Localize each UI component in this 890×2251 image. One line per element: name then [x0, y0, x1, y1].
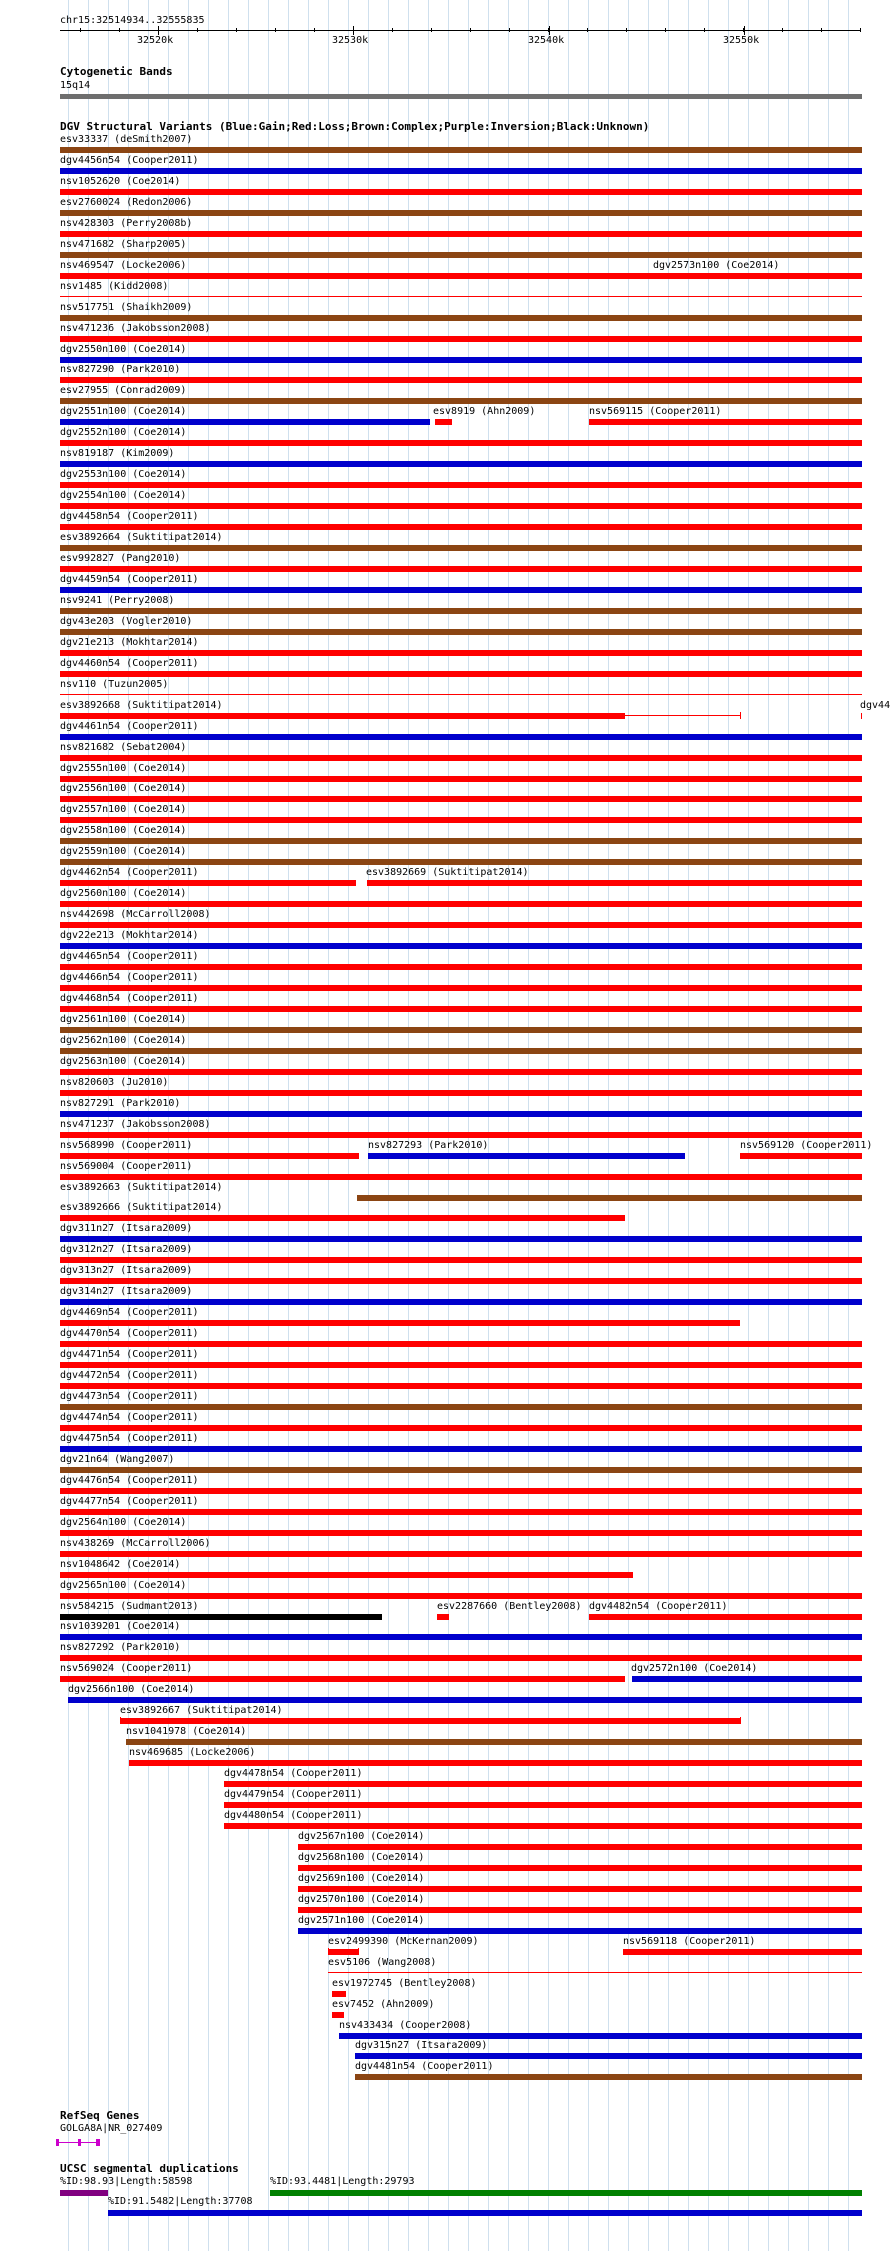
dgv-feature-bar[interactable]: [632, 1676, 862, 1682]
dgv-feature-bar[interactable]: [60, 1467, 862, 1473]
dgv-feature-bar[interactable]: [60, 1676, 625, 1682]
ruler-minor-tick: [860, 28, 861, 32]
dgv-feature-bar[interactable]: [60, 817, 862, 823]
dgv-feature-label[interactable]: dgv2572n100 (Coe2014): [631, 1663, 758, 1674]
dgv-feature-label[interactable]: dgv2565n100 (Coe2014): [60, 1580, 187, 1591]
dgv-feature-bar[interactable]: [60, 147, 862, 153]
dgv-feature-bar[interactable]: [60, 1614, 382, 1620]
dgv-feature-bar[interactable]: [60, 1048, 862, 1054]
ruler-minor-tick: [626, 28, 627, 32]
ruler-minor-tick: [158, 28, 159, 32]
dgv-feature-bar[interactable]: [60, 1215, 625, 1221]
dgv-feature-label[interactable]: esv992827 (Pang2010): [60, 553, 181, 564]
dgv-link-cap: [740, 712, 741, 719]
dgv-feature-label[interactable]: esv8919 (Ahn2009): [433, 406, 536, 417]
ruler-minor-tick: [314, 28, 315, 32]
dgv-feature-label[interactable]: dgv2563n100 (Coe2014): [60, 1056, 187, 1067]
dgv-feature-label[interactable]: esv2760024 (Redon2006): [60, 197, 193, 208]
segdup-label[interactable]: %ID:98.93|Length:58598: [60, 2176, 193, 2187]
dgv-feature-bar[interactable]: [355, 2053, 862, 2059]
dgv-feature-bar[interactable]: [60, 776, 862, 782]
ruler-minor-tick: [665, 28, 666, 32]
ruler-minor-tick: [704, 28, 705, 32]
dgv-feature-bar[interactable]: [60, 1509, 862, 1515]
ruler-minor-tick: [743, 28, 744, 32]
dgv-feature-label[interactable]: nsv471236 (Jakobsson2008): [60, 323, 211, 334]
dgv-feature-bar[interactable]: [298, 1844, 862, 1850]
ruler-tick-label: 32520k: [137, 35, 174, 46]
dgv-feature-bar[interactable]: [60, 1174, 862, 1180]
dgv-feature-bar[interactable]: [589, 1614, 862, 1620]
dgv-feature-label[interactable]: dgv2558n100 (Coe2014): [60, 825, 187, 836]
dgv-feature-bar[interactable]: [60, 713, 625, 719]
dgv-feature-label[interactable]: esv2499390 (McKernan2009): [328, 1936, 479, 1947]
dgv-feature-bar[interactable]: [60, 461, 862, 467]
dgv-feature-bar[interactable]: [60, 524, 862, 530]
dgv-feature-label[interactable]: dgv4456n54 (Cooper2011): [60, 155, 199, 166]
dgv-feature-label[interactable]: dgv4469n54 (Cooper2011): [60, 1307, 199, 1318]
dgv-feature-label[interactable]: dgv4479n54 (Cooper2011): [224, 1789, 363, 1800]
dgv-feature-label[interactable]: dgv311n27 (Itsara2009): [60, 1223, 193, 1234]
dgv-feature-bar[interactable]: [332, 1991, 346, 1997]
segdup-bar[interactable]: [108, 2210, 862, 2216]
dgv-feature-label[interactable]: dgv4480n54 (Cooper2011): [224, 1810, 363, 1821]
dgv-feature-label[interactable]: dgv2571n100 (Coe2014): [298, 1915, 425, 1926]
ruler-minor-tick: [275, 28, 276, 32]
dgv-feature-label[interactable]: dgv314n27 (Itsara2009): [60, 1286, 193, 1297]
dgv-track-title: DGV Structural Variants (Blue:Gain;Red:Loss;Brown:Complex;Purple:Inversion;Black:Unknown): [60, 120, 650, 133]
ruler-tick: [744, 26, 745, 35]
refseq-gene-label[interactable]: GOLGA8A|NR_027409: [60, 2123, 163, 2134]
dgv-feature-label[interactable]: dgv2568n100 (Coe2014): [298, 1852, 425, 1863]
dgv-feature-bar[interactable]: [68, 1697, 862, 1703]
dgv-feature-bar[interactable]: [60, 1027, 862, 1033]
dgv-feature-label[interactable]: nsv820603 (Ju2010): [60, 1077, 169, 1088]
refseq-exon[interactable]: [96, 2139, 100, 2146]
dgv-feature-bar[interactable]: [298, 1907, 862, 1913]
dgv-feature-label[interactable]: esv3892663 (Suktitipat2014): [60, 1182, 223, 1193]
ruler-minor-tick: [587, 28, 588, 32]
dgv-feature-label[interactable]: dgv4481n54 (Cooper2011): [355, 2061, 494, 2072]
dgv-feature-bar[interactable]: [60, 734, 862, 740]
dgv-feature-bar[interactable]: [60, 503, 862, 509]
dgv-feature-bar[interactable]: [60, 1446, 862, 1452]
dgv-feature-bar[interactable]: [298, 1928, 862, 1934]
dgv-feature-label[interactable]: esv27955 (Conrad2009): [60, 385, 187, 396]
refseq-exon[interactable]: [56, 2139, 59, 2146]
dgv-feature-bar[interactable]: [60, 1341, 862, 1347]
dgv-feature-label[interactable]: nsv433434 (Cooper2008): [339, 2020, 472, 2031]
dgv-feature-bar[interactable]: [60, 440, 862, 446]
dgv-feature-bar[interactable]: [861, 713, 862, 719]
dgv-feature-bar[interactable]: [60, 296, 862, 297]
cytoband-track-title: Cytogenetic Bands: [60, 65, 173, 78]
dgv-feature-bar[interactable]: [60, 587, 862, 593]
dgv-feature-label[interactable]: nsv568990 (Cooper2011): [60, 1140, 193, 1151]
dgv-feature-bar[interactable]: [60, 1655, 862, 1661]
dgv-feature-bar[interactable]: [298, 1886, 862, 1892]
dgv-feature-bar[interactable]: [60, 943, 862, 949]
dgv-feature-label[interactable]: dgv315n27 (Itsara2009): [355, 2040, 488, 2051]
dgv-feature-label[interactable]: nsv9241 (Perry2008): [60, 595, 175, 606]
dgv-feature-label[interactable]: esv3892668 (Suktitipat2014): [60, 700, 223, 711]
dgv-feature-bar[interactable]: [60, 482, 862, 488]
dgv-feature-bar[interactable]: [60, 231, 862, 237]
dgv-feature-bar[interactable]: [60, 901, 862, 907]
dgv-feature-bar[interactable]: [60, 1383, 862, 1389]
dgv-feature-bar[interactable]: [224, 1802, 862, 1808]
dgv-feature-bar[interactable]: [224, 1781, 862, 1787]
ruler-minor-tick: [509, 28, 510, 32]
dgv-feature-label[interactable]: nsv827293 (Park2010): [368, 1140, 489, 1151]
segdup-label[interactable]: %ID:93.4481|Length:29793: [270, 2176, 415, 2187]
dgv-feature-label[interactable]: dgv4474n54 (Cooper2011): [60, 1412, 199, 1423]
ruler-minor-tick: [80, 28, 81, 32]
dgv-feature-bar[interactable]: [60, 1257, 862, 1263]
dgv-feature-label[interactable]: dgv4462n54 (Cooper2011): [60, 867, 199, 878]
dgv-feature-bar[interactable]: [60, 168, 862, 174]
dgv-link-cap: [328, 1948, 329, 1955]
dgv-feature-bar[interactable]: [435, 419, 452, 425]
dgv-feature-label[interactable]: esv3892667 (Suktitipat2014): [120, 1705, 283, 1716]
dgv-feature-label[interactable]: nsv471237 (Jakobsson2008): [60, 1119, 211, 1130]
dgv-feature-bar[interactable]: [60, 1153, 359, 1159]
dgv-feature-label[interactable]: nsv569004 (Cooper2011): [60, 1161, 193, 1172]
dgv-feature-label[interactable]: esv3892669 (Suktitipat2014): [366, 867, 529, 878]
dgv-feature-bar[interactable]: [60, 1006, 862, 1012]
ruler-minor-tick: [782, 28, 783, 32]
ruler-minor-tick: [431, 28, 432, 32]
dgv-feature-bar[interactable]: [654, 273, 862, 279]
dgv-feature-bar[interactable]: [60, 1132, 862, 1138]
dgv-link-line: [328, 1951, 359, 1952]
dgv-feature-bar[interactable]: [355, 2074, 862, 2080]
ruler-minor-tick: [392, 28, 393, 32]
dgv-feature-bar[interactable]: [60, 1572, 633, 1578]
dgv-feature-label[interactable]: nsv827291 (Park2010): [60, 1098, 181, 1109]
dgv-feature-label[interactable]: dgv4461n54 (Cooper2011): [60, 721, 199, 732]
dgv-feature-bar[interactable]: [60, 755, 862, 761]
dgv-feature-bar[interactable]: [437, 1614, 449, 1620]
dgv-feature-label[interactable]: nsv1039201 (Coe2014): [60, 1621, 181, 1632]
dgv-feature-bar[interactable]: [368, 1153, 685, 1159]
dgv-feature-bar[interactable]: [328, 1949, 359, 1955]
dgv-feature-bar[interactable]: [60, 210, 862, 216]
dgv-feature-bar[interactable]: [60, 985, 862, 991]
dgv-feature-label[interactable]: dgv2557n100 (Coe2014): [60, 804, 187, 815]
dgv-feature-label[interactable]: dgv2564n100 (Coe2014): [60, 1517, 187, 1528]
dgv-feature-bar[interactable]: [332, 2012, 344, 2018]
dgv-feature-bar[interactable]: [357, 1195, 862, 1201]
dgv-feature-bar[interactable]: [60, 273, 654, 279]
ruler-axis: [60, 30, 860, 31]
dgv-feature-bar[interactable]: [60, 1236, 862, 1242]
dgv-feature-label[interactable]: nsv569024 (Cooper2011): [60, 1663, 193, 1674]
dgv-feature-label[interactable]: nsv1052620 (Coe2014): [60, 176, 181, 187]
dgv-link-cap: [740, 1717, 741, 1724]
dgv-feature-label[interactable]: dgv21n64 (Wang2007): [60, 1454, 175, 1465]
dgv-feature-label[interactable]: esv3892664 (Suktitipat2014): [60, 532, 223, 543]
dgv-feature-label[interactable]: dgv4470n54 (Cooper2011): [60, 1328, 199, 1339]
dgv-feature-bar[interactable]: [60, 566, 862, 572]
dgv-feature-label[interactable]: dgv2556n100 (Coe2014): [60, 783, 187, 794]
dgv-feature-label[interactable]: dgv2552n100 (Coe2014): [60, 427, 187, 438]
dgv-feature-label[interactable]: dgv2555n100 (Coe2014): [60, 763, 187, 774]
dgv-feature-bar[interactable]: [60, 1362, 862, 1368]
dgv-feature-label[interactable]: nsv569120 (Cooper2011): [740, 1140, 873, 1151]
dgv-feature-label[interactable]: nsv442698 (McCarroll2008): [60, 909, 211, 920]
dgv-feature-bar[interactable]: [60, 694, 862, 695]
dgv-link-line: [625, 715, 741, 716]
segdup-bar[interactable]: [270, 2190, 862, 2196]
dgv-feature-bar[interactable]: [589, 419, 862, 425]
ruler-minor-tick: [119, 28, 120, 32]
dgv-feature-label[interactable]: esv7452 (Ahn2009): [332, 1999, 435, 2010]
dgv-feature-bar[interactable]: [60, 859, 862, 865]
dgv-feature-label[interactable]: nsv110 (Tuzun2005): [60, 679, 169, 690]
ruler-minor-tick: [470, 28, 471, 32]
dgv-feature-label[interactable]: nsv1485 (Kidd2008): [60, 281, 169, 292]
dgv-feature-bar[interactable]: [60, 629, 862, 635]
dgv-feature-bar[interactable]: [60, 419, 430, 425]
dgv-feature-label[interactable]: dgv4465n54 (Cooper2011): [60, 951, 199, 962]
dgv-feature-label[interactable]: dgv4459n54 (Cooper2011): [60, 574, 199, 585]
dgv-feature-bar[interactable]: [60, 252, 862, 258]
dgv-feature-label[interactable]: dgv4471n54 (Cooper2011): [60, 1349, 199, 1360]
dgv-feature-bar[interactable]: [357, 1718, 625, 1724]
ruler-tick: [549, 26, 550, 35]
dgv-feature-label[interactable]: dgv4482n54 (Cooper2011): [589, 1601, 728, 1612]
dgv-feature-label[interactable]: esv5106 (Wang2008): [328, 1957, 437, 1968]
dgv-feature-bar[interactable]: [60, 880, 356, 886]
segdup-label[interactable]: %ID:91.5482|Length:37708: [108, 2196, 253, 2207]
dgv-feature-bar[interactable]: [60, 336, 862, 342]
dgv-feature-bar[interactable]: [60, 964, 862, 970]
dgv-feature-label[interactable]: nsv827290 (Park2010): [60, 364, 181, 375]
ruler-tick-label: 32540k: [528, 35, 565, 46]
dgv-feature-bar[interactable]: [367, 880, 862, 886]
dgv-feature-bar[interactable]: [60, 608, 862, 614]
dgv-feature-label[interactable]: dgv4476n54 (Cooper2011): [60, 1475, 199, 1486]
dgv-feature-bar[interactable]: [129, 1760, 862, 1766]
dgv-feature-label[interactable]: dgv2559n100 (Coe2014): [60, 846, 187, 857]
dgv-feature-label[interactable]: nsv471682 (Sharp2005): [60, 239, 187, 250]
dgv-feature-label[interactable]: nsv827292 (Park2010): [60, 1642, 181, 1653]
dgv-feature-bar[interactable]: [740, 1153, 862, 1159]
dgv-feature-bar[interactable]: [60, 796, 862, 802]
dgv-feature-label[interactable]: dgv313n27 (Itsara2009): [60, 1265, 193, 1276]
dgv-feature-label[interactable]: esv2287660 (Bentley2008): [437, 1601, 582, 1612]
dgv-feature-bar[interactable]: [224, 1823, 862, 1829]
dgv-feature-label[interactable]: dgv2567n100 (Coe2014): [298, 1831, 425, 1842]
dgv-feature-bar[interactable]: [60, 1278, 862, 1284]
dgv-feature-bar[interactable]: [60, 1111, 862, 1117]
ruler-minor-tick: [353, 28, 354, 32]
dgv-feature-bar[interactable]: [60, 1404, 862, 1410]
dgv-feature-label[interactable]: nsv821682 (Sebat2004): [60, 742, 187, 753]
dgv-feature-bar[interactable]: [60, 315, 862, 321]
ruler-minor-tick: [821, 28, 822, 32]
dgv-feature-label[interactable]: nsv1041978 (Coe2014): [126, 1726, 247, 1737]
segdup-bar[interactable]: [60, 2190, 108, 2196]
ruler-tick-label: 32530k: [332, 35, 369, 46]
dgv-feature-label[interactable]: dgv2550n100 (Coe2014): [60, 344, 187, 355]
position-label: chr15:32514934..32555835: [60, 15, 205, 26]
dgv-feature-label[interactable]: nsv819187 (Kim2009): [60, 448, 175, 459]
dgv-feature-label[interactable]: nsv1048642 (Coe2014): [60, 1559, 181, 1570]
ruler-minor-tick: [197, 28, 198, 32]
dgv-feature-bar[interactable]: [60, 1069, 862, 1075]
dgv-feature-label[interactable]: dgv21e213 (Mokhtar2014): [60, 637, 199, 648]
dgv-feature-label[interactable]: dgv4460n54 (Cooper2011): [60, 658, 199, 669]
dgv-link-cap: [120, 1717, 121, 1724]
dgv-feature-bar[interactable]: [60, 650, 862, 656]
ruler-tick-label: 32550k: [723, 35, 760, 46]
refseq-exon[interactable]: [78, 2139, 81, 2146]
dgv-feature-bar[interactable]: [298, 1865, 862, 1871]
dgv-feature-label[interactable]: nsv469685 (Locke2006): [129, 1747, 256, 1758]
dgv-feature-label[interactable]: dgv4473n54 (Cooper2011): [60, 1391, 199, 1402]
dgv-feature-label[interactable]: dgv4478n54 (Cooper2011): [224, 1768, 363, 1779]
dgv-feature-bar[interactable]: [623, 1949, 862, 1955]
dgv-feature-label[interactable]: dgv2551n100 (Coe2014): [60, 406, 187, 417]
cytoband-label: 15q14: [60, 80, 91, 91]
dgv-feature-bar[interactable]: [60, 357, 862, 363]
dgv-feature-bar[interactable]: [60, 1530, 862, 1536]
dgv-feature-label[interactable]: nsv438269 (McCarroll2006): [60, 1538, 211, 1549]
dgv-feature-label[interactable]: esv3892666 (Suktitipat2014): [60, 1202, 223, 1213]
dgv-feature-label[interactable]: dgv2566n100 (Coe2014): [68, 1684, 195, 1695]
segdup-track-title: UCSC segmental duplications: [60, 2162, 239, 2175]
dgv-feature-bar[interactable]: [60, 838, 862, 844]
dgv-feature-label[interactable]: nsv569118 (Cooper2011): [623, 1936, 756, 1947]
dgv-feature-label[interactable]: dgv2560n100 (Coe2014): [60, 888, 187, 899]
dgv-feature-bar[interactable]: [60, 1593, 862, 1599]
dgv-feature-label[interactable]: dgv2570n100 (Coe2014): [298, 1894, 425, 1905]
dgv-feature-label[interactable]: dgv2554n100 (Coe2014): [60, 490, 187, 501]
dgv-feature-bar[interactable]: [339, 2033, 862, 2039]
ruler-minor-tick: [548, 28, 549, 32]
dgv-feature-bar[interactable]: [60, 1299, 862, 1305]
dgv-feature-label[interactable]: dgv2553n100 (Coe2014): [60, 469, 187, 480]
dgv-feature-bar[interactable]: [60, 671, 862, 677]
dgv-feature-label[interactable]: dgv4477n54 (Cooper2011): [60, 1496, 199, 1507]
dgv-feature-bar[interactable]: [60, 1488, 862, 1494]
dgv-feature-label[interactable]: dgv2573n100 (Coe2014): [653, 260, 780, 271]
dgv-feature-label[interactable]: dgv43e203 (Vogler2010): [60, 616, 193, 627]
dgv-feature-bar[interactable]: [60, 189, 862, 195]
dgv-feature-label[interactable]: dgv4468n54 (Cooper2011): [60, 993, 199, 1004]
dgv-feature-bar[interactable]: [126, 1739, 862, 1745]
dgv-feature-label[interactable]: dgv2562n100 (Coe2014): [60, 1035, 187, 1046]
dgv-feature-bar[interactable]: [60, 1320, 740, 1326]
dgv-feature-label[interactable]: dgv4472n54 (Cooper2011): [60, 1370, 199, 1381]
dgv-feature-label[interactable]: dgv22e213 (Mokhtar2014): [60, 930, 199, 941]
dgv-feature-label[interactable]: esv33337 (deSmith2007): [60, 134, 193, 145]
dgv-feature-label[interactable]: nsv469547 (Locke2006): [60, 260, 187, 271]
dgv-feature-bar[interactable]: [60, 1634, 862, 1640]
dgv-feature-label[interactable]: esv1972745 (Bentley2008): [332, 1978, 477, 1989]
dgv-feature-label[interactable]: nsv584215 (Sudmant2013): [60, 1601, 199, 1612]
dgv-feature-label[interactable]: dgv4475n54 (Cooper2011): [60, 1433, 199, 1444]
dgv-feature-label[interactable]: dgv312n27 (Itsara2009): [60, 1244, 193, 1255]
dgv-feature-label[interactable]: dgv2569n100 (Coe2014): [298, 1873, 425, 1884]
dgv-feature-bar[interactable]: [60, 1551, 862, 1557]
dgv-feature-bar[interactable]: [60, 1425, 862, 1431]
dgv-feature-bar[interactable]: [328, 1972, 862, 1973]
refseq-track-title: RefSeq Genes: [60, 2109, 140, 2122]
dgv-feature-bar[interactable]: [60, 377, 862, 383]
dgv-feature-bar[interactable]: [60, 545, 862, 551]
dgv-feature-label[interactable]: dgv2561n100 (Coe2014): [60, 1014, 187, 1025]
dgv-feature-bar[interactable]: [60, 922, 862, 928]
dgv-feature-label[interactable]: nsv517751 (Shaikh2009): [60, 302, 193, 313]
dgv-feature-label[interactable]: dgv4458n54 (Cooper2011): [60, 511, 199, 522]
dgv-feature-bar[interactable]: [60, 1090, 862, 1096]
dgv-link-cap: [358, 1948, 359, 1955]
ruler-minor-tick: [236, 28, 237, 32]
dgv-feature-label[interactable]: nsv569115 (Cooper2011): [589, 406, 722, 417]
dgv-feature-label[interactable]: dgv44: [860, 700, 890, 711]
dgv-feature-label[interactable]: dgv4466n54 (Cooper2011): [60, 972, 199, 983]
dgv-feature-label[interactable]: nsv428303 (Perry2008b): [60, 218, 193, 229]
cytoband-bar[interactable]: [60, 94, 862, 99]
dgv-feature-bar[interactable]: [60, 398, 862, 404]
